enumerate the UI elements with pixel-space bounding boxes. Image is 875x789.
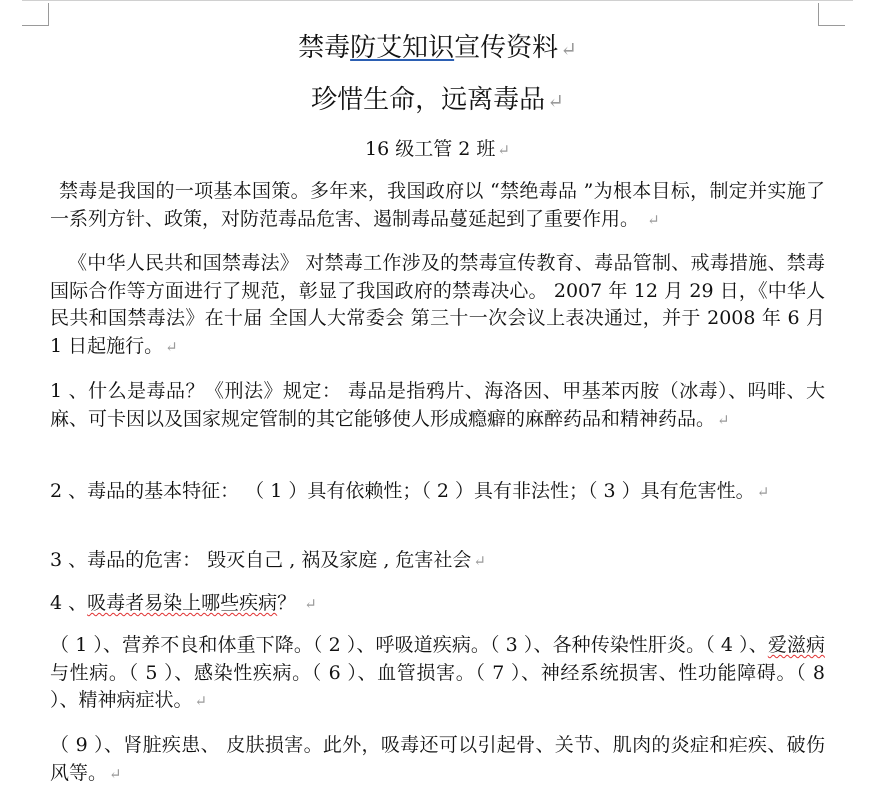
paragraph-law[interactable] xyxy=(50,250,825,361)
paragraph-mark-icon: ↵ xyxy=(194,692,208,710)
margin-corner-top-right xyxy=(818,3,845,26)
paragraph-mark-icon: ↵ xyxy=(756,483,770,501)
subtitle-text: 珍惜生命，远离毒品 xyxy=(311,85,546,115)
document-subtitle[interactable] xyxy=(0,82,875,119)
paragraph-diseases-question[interactable] xyxy=(50,590,825,619)
paragraph-mark-icon: ↵ xyxy=(547,89,564,113)
paragraph-text: 2 、毒品的基本特征： （ 1 ）具有依赖性；（ 2 ）具有非法性；（ 3 ）具有危害性。 xyxy=(50,480,755,502)
paragraph-text-prefix: 4 、 xyxy=(50,592,88,614)
document-title[interactable] xyxy=(0,30,875,67)
paragraph-disease-list[interactable] xyxy=(50,632,825,716)
paragraph-mark-icon: ↵ xyxy=(165,337,178,356)
page-top-border xyxy=(22,0,853,1)
paragraph-drug-features[interactable] xyxy=(50,478,825,507)
class-info-text: 16 级工管 2 班 xyxy=(365,138,496,160)
paragraph-mark-icon: ↵ xyxy=(647,210,660,229)
title-text-part3: 宣传资料 xyxy=(454,33,559,63)
paragraph-mark-icon: ↵ xyxy=(473,552,486,570)
title-text-part1: 禁毒 xyxy=(298,33,351,63)
paragraph-other-effects[interactable] xyxy=(50,732,825,788)
paragraph-what-is-drug[interactable] xyxy=(50,378,825,434)
paragraph-text: 禁毒是我国的一项基本国策。多年来，我国政府以 “禁绝毒品 ”为根本目标，制定并实施了一系列方针、政策，对防范毒品危害、遏制毒品蔓延起到了重要作用。 xyxy=(50,180,825,230)
paragraph-text-a: （ 1 ）、营养不良和体重下降。（ 2 ）、呼吸道疾病。（ 3 ）、各种传染性肝炎。（ 4 ）、 xyxy=(50,634,768,656)
paragraph-mark-icon: ↵ xyxy=(717,410,730,429)
paragraph-intro[interactable] xyxy=(50,178,825,234)
class-info-line[interactable] xyxy=(0,135,875,164)
paragraph-mark-icon: ↵ xyxy=(560,37,577,61)
paragraph-drug-harm[interactable] xyxy=(50,547,825,576)
margin-corner-top-left xyxy=(22,3,49,26)
paragraph-text: 3 、毒品的危害： 毁灭自己 , 祸及家庭 , 危害社会 xyxy=(50,549,472,571)
paragraph-text: 1 、什么是毒品？《刑法》规定： 毒品是指鸦片、海洛因、甲基苯丙胺（冰毒）、吗啡、大麻、可卡因以及国家规定管制的其它能够使人形成瘾癖的麻醉药品和精神药品。 xyxy=(50,380,825,430)
paragraph-text: 《中华人民共和国禁毒法》 对禁毒工作涉及的禁毒宣传教育、毒品管制、戒毒措施、禁毒国际合作等方面进行了规范，彰显了我国政府的禁毒决心。 2007 年 12 月 29 日，《中华人民共和国禁毒法》在十届 全国人大常委会 第三十一次会议上表决通过，并于 2008 年 6 月 1 日起施行。 xyxy=(50,252,825,357)
title-text-part2: 防艾知识 xyxy=(350,33,455,63)
paragraph-text: （ 9 ）、肾脏疾患、 皮肤损害。此外，吸毒还可以引起骨、关节、肌肉的炎症和疟疾、破伤风等。 xyxy=(50,734,825,784)
paragraph-mark-icon: ↵ xyxy=(497,141,510,159)
paragraph-mark-icon: ↵ xyxy=(109,764,122,783)
spellcheck-flagged-text: 爱滋病 xyxy=(767,634,825,656)
paragraph-text-b: 与性病。（ 5 ）、感染性疾病。（ 6 ）、血管损害。（ 7 ）、神经系统损害、性功能障碍。（ 8 ）、精神病症状。 xyxy=(50,661,825,711)
paragraph-text-suffix: ？ xyxy=(277,592,297,614)
paragraph-mark-icon: ↵ xyxy=(304,595,317,613)
spellcheck-flagged-text: 吸毒者易染上哪些疾病 xyxy=(87,592,278,614)
